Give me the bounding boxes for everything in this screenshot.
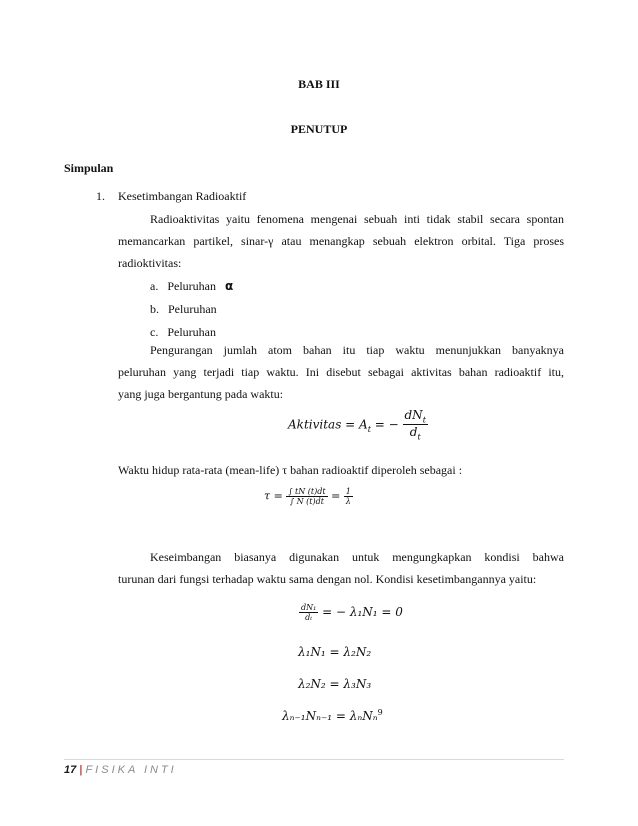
tau-equation: τ = $\frac{\int tN (t)dt}{\int N (t)dt}$ = $\frac{1}{\lambda}$ xyxy=(264,487,351,506)
page-number: 17 xyxy=(64,764,77,776)
para1-line2: memancarkan partikel, sinar-γ atau menangkap sebuah elektron orbital. Tiga proses xyxy=(118,234,564,248)
footer-divider xyxy=(64,759,564,760)
para1-line3: radioktivitas: xyxy=(118,256,182,270)
list-marker: b. xyxy=(150,302,159,316)
list-text: Peluruhan xyxy=(168,302,217,316)
para2-line1: Pengurangan jumlah atom bahan itu tiap waktu menunjukkan banyaknya xyxy=(150,343,564,357)
footer-separator: | xyxy=(79,764,83,776)
list-marker: a. xyxy=(150,279,159,293)
alpha-symbol: α xyxy=(224,279,234,293)
equilibrium-eq-2: λ₁N₁ = λ₂N₂ xyxy=(298,645,372,659)
item-title: Kesetimbangan Radioaktif xyxy=(118,189,247,203)
list-item xyxy=(150,325,216,340)
list-item xyxy=(150,302,217,317)
equilibrium-eq-1: $\frac{\text{dN₁}}{\text{dₜ}}$ = − λ₁N₁ = 0 xyxy=(301,603,403,622)
para4-line2: turunan dari fungsi terhadap waktu sama dengan nol. Kondisi kesetimbangannya yaitu: xyxy=(118,572,537,586)
activity-equation: Aktivitas = $A_t$ = − $\frac{dN_t}{d_t}$ xyxy=(288,408,426,442)
page-footer xyxy=(64,764,177,776)
chapter-title: PENUTUP xyxy=(290,122,348,136)
list-marker: c. xyxy=(150,325,159,339)
section-title: Simpulan xyxy=(64,161,114,175)
item-number: 1. xyxy=(96,189,105,203)
para2-line3: yang juga bergantung pada waktu: xyxy=(118,387,284,401)
para3: Waktu hidup rata-rata (mean-life) τ bahan radioaktif diperoleh sebagai : xyxy=(118,463,463,477)
activity-fraction: $\frac{dN_t}{d_t}$ xyxy=(404,408,426,442)
list-text: Peluruhan xyxy=(167,279,216,293)
list-text: Peluruhan xyxy=(167,325,216,339)
list-item xyxy=(150,279,233,294)
para1-line1: Radioaktivitas yaitu fenomena mengenai sebuah inti tidak stabil secara spontan xyxy=(150,212,564,226)
equilibrium-eq-4: λₙ₋₁Nₙ₋₁ = λₙNₙ$^9$ xyxy=(282,708,383,723)
equilibrium-eq-3: λ₂N₂ = λ₃N₃ xyxy=(298,677,372,691)
tau-fraction: $\frac{\int tN (t)dt}{\int N (t)dt}$ xyxy=(288,487,326,506)
para2-line2: peluruhan yang terjadi tiap waktu. Ini disebut sebagai aktivitas bahan radioaktif itu, xyxy=(118,365,564,379)
para4-line1: Keseimbangan biasanya digunakan untuk mengungkapkan kondisi bahwa xyxy=(150,550,564,564)
chapter-heading: BAB III xyxy=(298,77,340,91)
tau-rhs-fraction: $\frac{1}{\lambda}$ xyxy=(345,487,351,506)
footer-title: FISIKA INTI xyxy=(85,764,177,776)
